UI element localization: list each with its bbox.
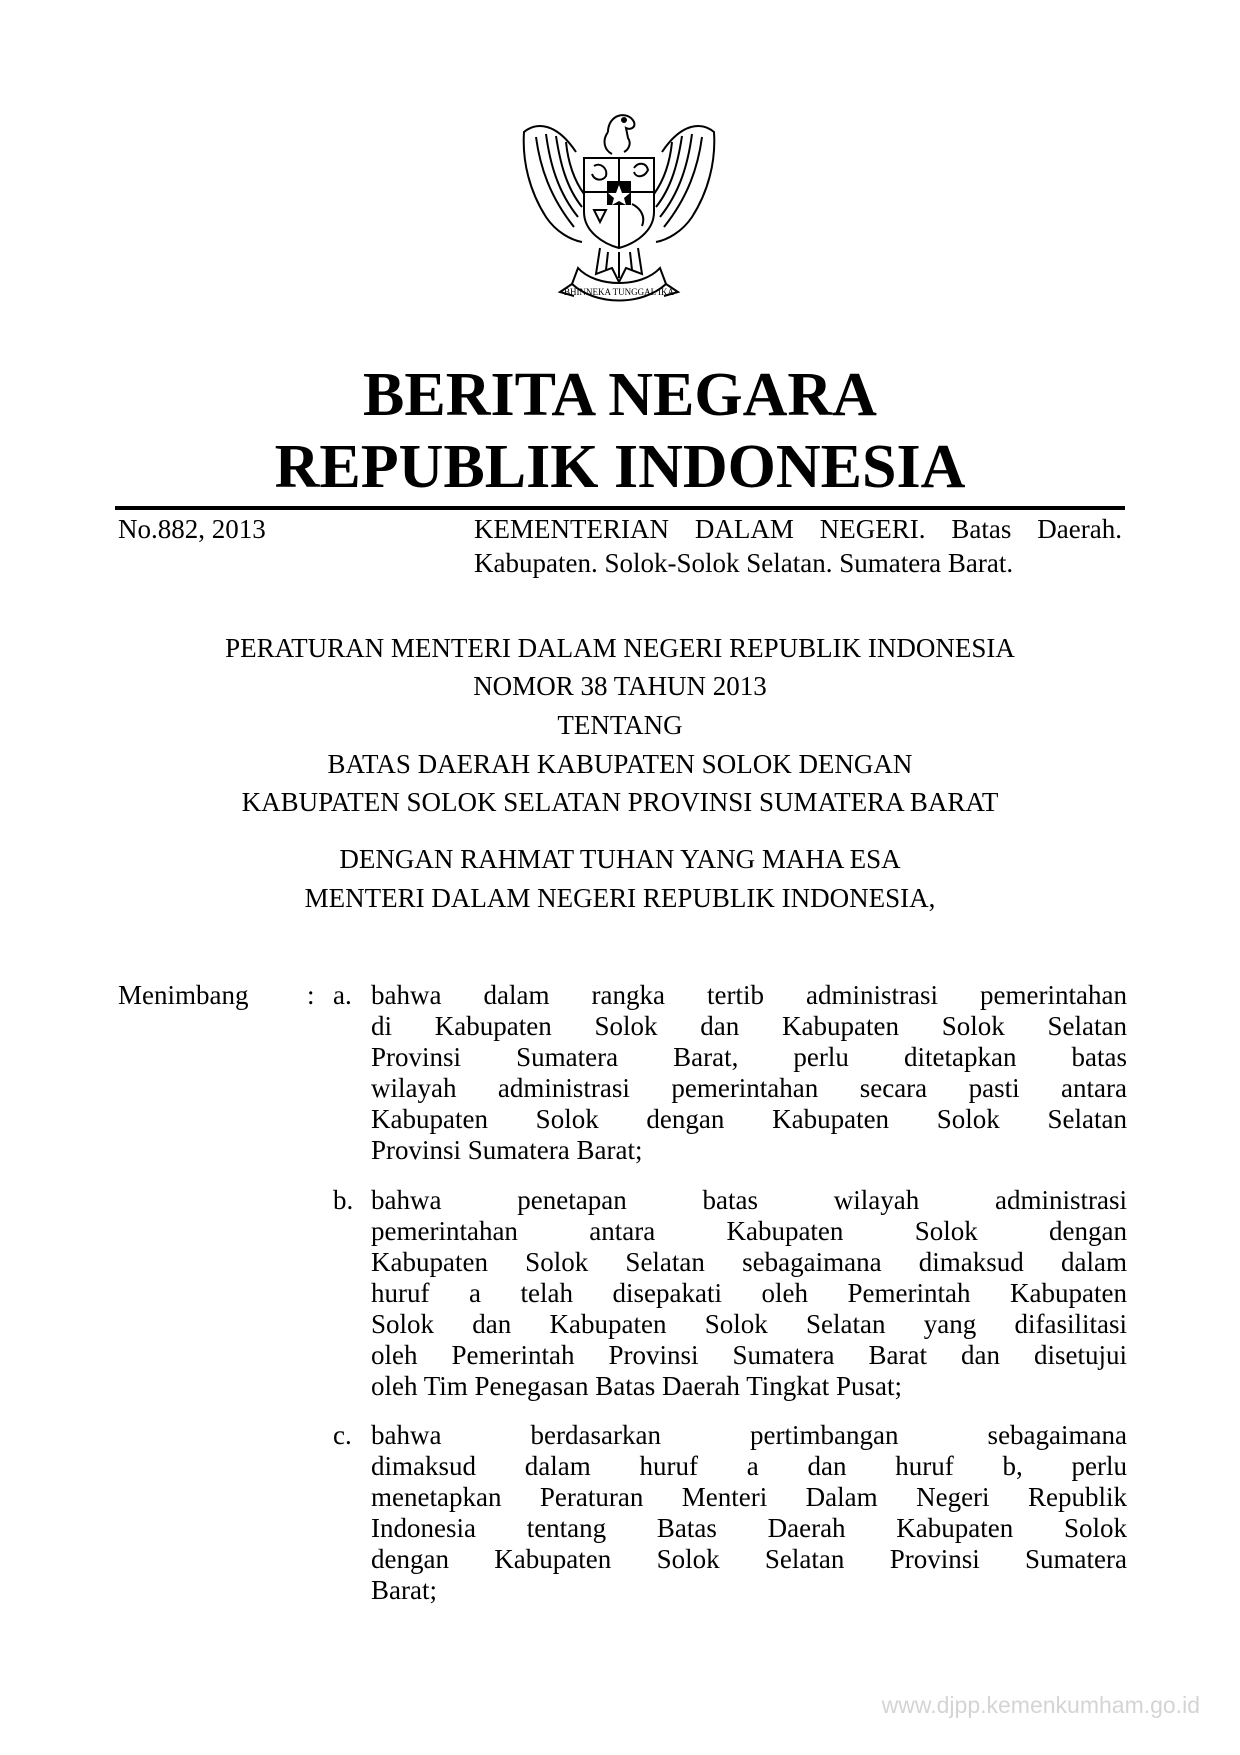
item-line: bahwa penetapan batas wilayah administrasi	[371, 1185, 1127, 1215]
item-line: di Kabupaten Solok dan Kabupaten Solok Selatan	[371, 1011, 1127, 1041]
item-line: Indonesia tentang Batas Daerah Kabupaten Solok	[371, 1513, 1127, 1543]
item-line: Solok dan Kabupaten Solok Selatan yang difasilitasi	[371, 1309, 1127, 1339]
item-letter: b.	[333, 1185, 354, 1215]
item-line: menetapkan Peraturan Menteri Dalam Negeri Republik	[371, 1482, 1127, 1512]
item-line: huruf a telah disepakati oleh Pemerintah Kabupaten	[371, 1278, 1127, 1308]
item-line: dimaksud dalam huruf a dan huruf b, perlu	[371, 1451, 1127, 1481]
garuda-emblem-icon	[516, 92, 722, 312]
item-line: Provinsi Sumatera Barat, perlu ditetapkan batas	[371, 1042, 1127, 1072]
item-line: Barat;	[371, 1575, 437, 1605]
motto-text: BHINNEKA TUNGGAL IKA	[564, 287, 674, 297]
item-line: Kabupaten Solok dengan Kabupaten Solok Selatan	[371, 1104, 1127, 1134]
menimbang-label: Menimbang	[118, 980, 249, 1010]
item-line: oleh Pemerintah Provinsi Sumatera Barat dan disetujui	[371, 1340, 1127, 1370]
item-line: Provinsi Sumatera Barat;	[371, 1135, 643, 1165]
regulation-title: PERATURAN MENTERI DALAM NEGERI REPUBLIK INDONESIA	[225, 633, 1015, 663]
item-line: wilayah administrasi pemerintahan secara pasti antara	[371, 1073, 1127, 1103]
item-line: dengan Kabupaten Solok Selatan Provinsi Sumatera	[371, 1544, 1127, 1574]
menimbang-colon: :	[307, 980, 315, 1010]
regulation-subject-line1: BATAS DAERAH KABUPATEN SOLOK DENGAN	[327, 749, 913, 779]
masthead-title-line2: REPUBLIK INDONESIA	[274, 433, 966, 501]
regulation-subject-line2: KABUPATEN SOLOK SELATAN PROVINSI SUMATERA BARAT	[241, 787, 999, 817]
watermark-text: www.djpp.kemenkumham.go.id	[881, 1692, 1200, 1718]
gazette-number: No.882, 2013	[118, 514, 266, 544]
item-line: bahwa berdasarkan pertimbangan sebagaimana	[371, 1420, 1127, 1450]
consideration-item	[371, 980, 1127, 1166]
masthead-title-line1: BERITA NEGARA	[363, 361, 877, 429]
item-line: pemerintahan antara Kabupaten Solok dengan	[371, 1216, 1127, 1246]
item-letter: a.	[333, 980, 352, 1010]
masthead-rule	[115, 506, 1125, 510]
item-letter: c.	[333, 1420, 352, 1450]
subject-line: KEMENTERIAN DALAM NEGERI. Batas Daerah.	[474, 514, 1122, 544]
consideration-item	[371, 1420, 1127, 1606]
issuer: MENTERI DALAM NEGERI REPUBLIK INDONESIA,	[304, 883, 936, 913]
item-line: bahwa dalam rangka tertib administrasi pemerintahan	[371, 980, 1127, 1010]
consideration-item	[371, 1185, 1127, 1402]
invocation: DENGAN RAHMAT TUHAN YANG MAHA ESA	[339, 844, 901, 874]
gazette-subject	[474, 512, 1122, 580]
item-line: oleh Tim Penegasan Batas Daerah Tingkat Pusat;	[371, 1371, 902, 1401]
item-line: Kabupaten Solok Selatan sebagaimana dimaksud dalam	[371, 1247, 1127, 1277]
subject-line: Kabupaten. Solok-Solok Selatan. Sumatera Barat.	[474, 548, 1014, 578]
regulation-tentang: TENTANG	[557, 710, 683, 740]
regulation-number: NOMOR 38 TAHUN 2013	[473, 671, 767, 701]
